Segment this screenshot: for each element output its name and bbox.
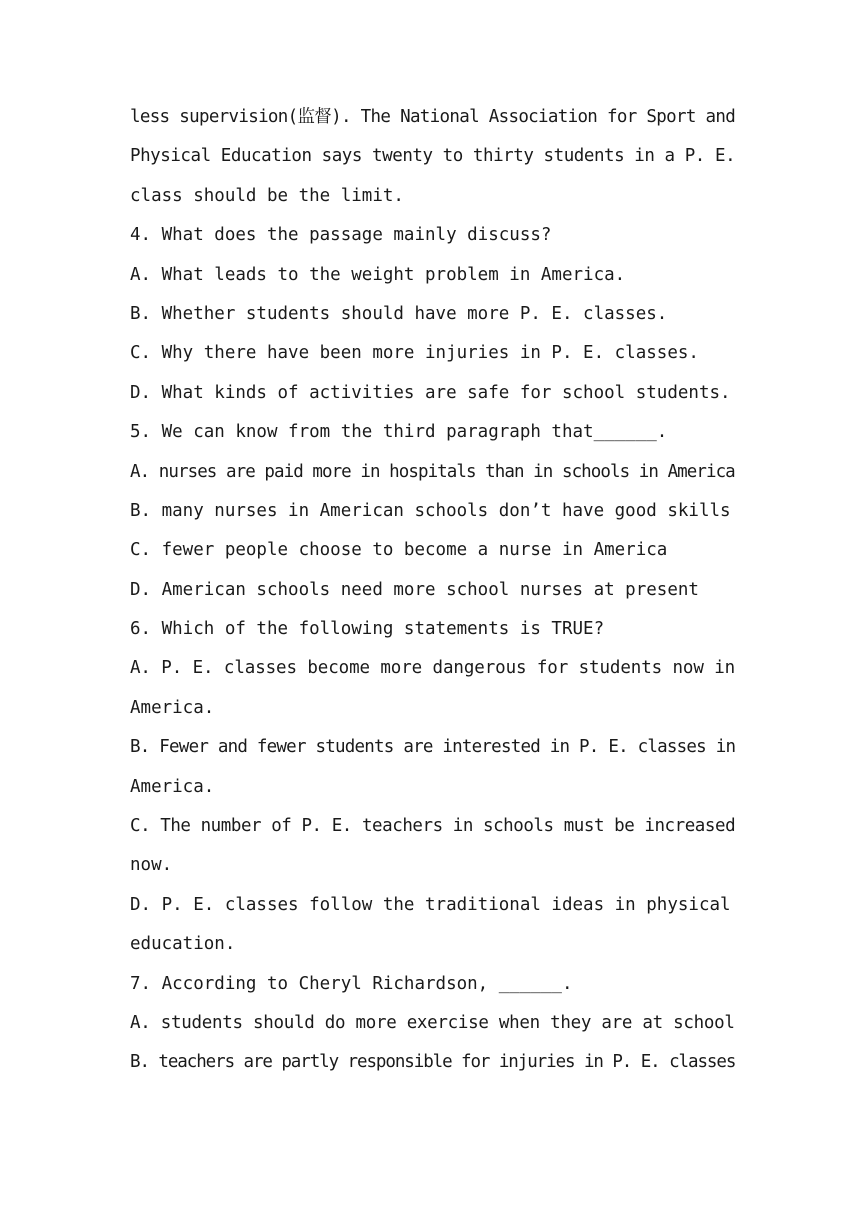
question-5-option-b: B. many nurses in American schools don’t have good skills — [130, 500, 731, 521]
question-6-option-c: C. The number of P. E. teachers in schools must be increased — [130, 816, 736, 837]
question-6-option-a: A. P. E. classes become more dangerous for students now in — [130, 658, 736, 679]
question-6-option-b: B. Fewer and fewer students are interested in P. E. classes in — [130, 737, 736, 758]
question-4-option-b: B. Whether students should have more P. E. classes. — [130, 303, 668, 324]
question-6-option-d: D. P. E. classes follow the traditional ideas in physical — [130, 894, 731, 915]
passage-line: class should be the limit. — [130, 185, 404, 206]
question-5-option-d: D. American schools need more school nurses at present — [130, 579, 699, 600]
question-7-stem: 7. According to Cheryl Richardson, ______. — [130, 973, 573, 994]
question-5-option-a: A. nurses are paid more in hospitals than in schools in America — [130, 461, 735, 482]
question-7-option-a: A. students should do more exercise when they are at school — [130, 1012, 735, 1033]
question-6-stem: 6. Which of the following statements is TRUE? — [130, 619, 605, 640]
question-5-option-c: C. fewer people choose to become a nurse in America — [130, 540, 668, 561]
question-4-option-d: D. What kinds of activities are safe for school students. — [130, 382, 731, 403]
question-4-option-c: C. Why there have been more injuries in P. E. classes. — [130, 343, 699, 364]
document-body — [130, 98, 735, 1083]
passage-line: Physical Education says twenty to thirty students in a P. E. — [130, 146, 736, 167]
question-6-option-d-cont: education. — [130, 934, 236, 955]
question-7-option-b: B. teachers are partly responsible for injuries in P. E. classes — [130, 1052, 736, 1073]
question-6-option-c-cont: now. — [130, 855, 173, 876]
passage-line: less supervision(监督). The National Association for Sport and — [130, 107, 736, 127]
question-4-stem: 4. What does the passage mainly discuss? — [130, 225, 552, 246]
question-4-option-a: A. What leads to the weight problem in America. — [130, 264, 626, 285]
question-5-stem: 5. We can know from the third paragraph that______. — [130, 422, 668, 443]
question-6-option-b-cont: America. — [130, 776, 215, 797]
question-6-option-a-cont: America. — [130, 697, 215, 718]
